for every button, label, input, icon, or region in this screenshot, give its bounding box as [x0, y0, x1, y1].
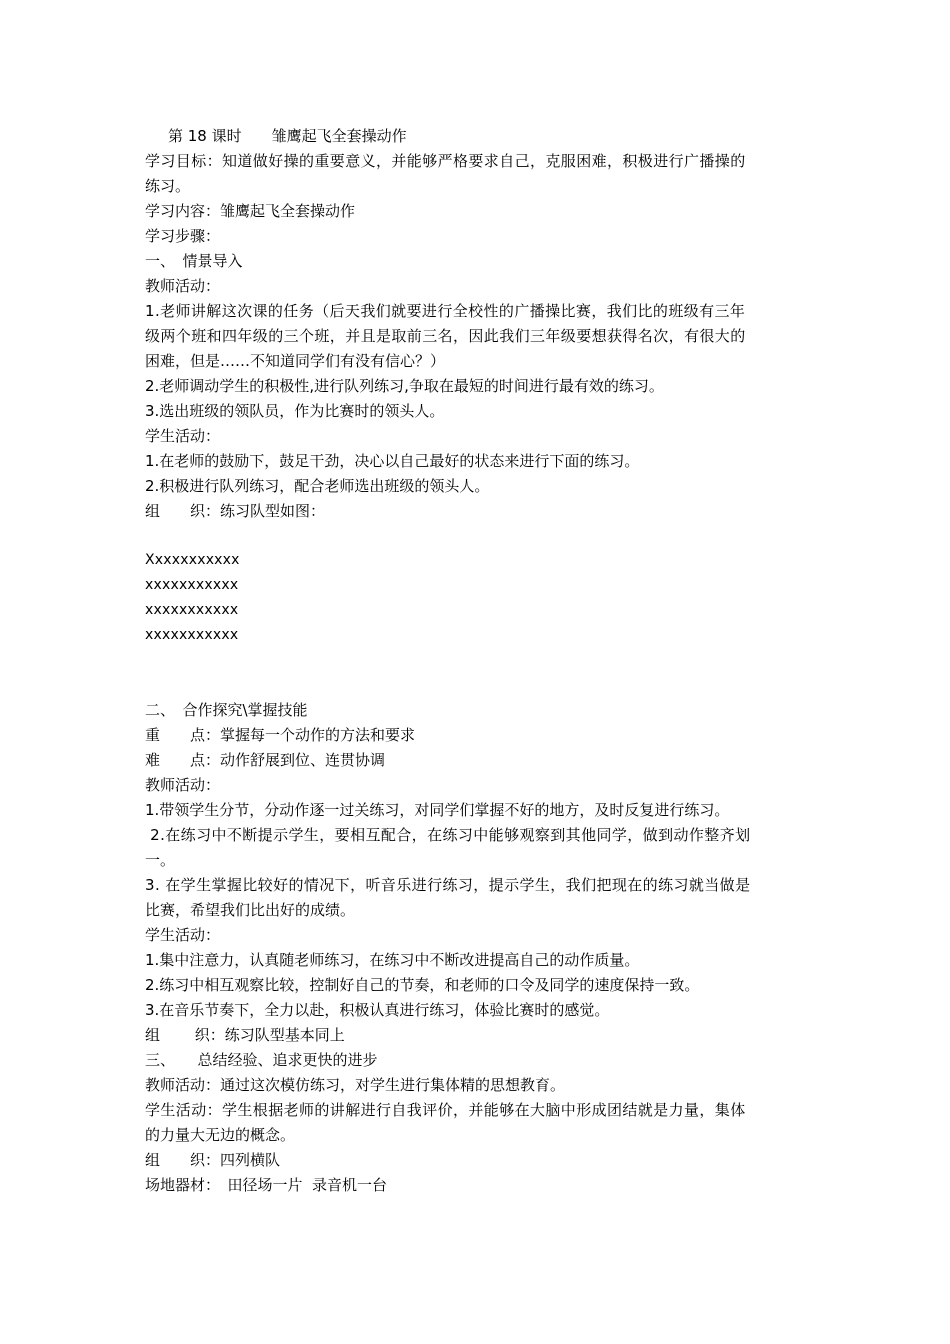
section-2-teacher-item-2-line-2: 一。 [145, 851, 176, 869]
formation-row: xxxxxxxxxxx [145, 577, 239, 593]
section-1-teacher-label: 教师活动： [145, 277, 221, 295]
lesson-title: 第 18 课时 雏鹰起飞全套操动作 [168, 127, 407, 145]
section-2-teacher-item-3-line-1: 3. 在学生掌握比较好的情况下，听音乐进行练习，提示学生，我们把现在的练习就当做是 [145, 876, 751, 894]
section-1-organization: 组 织：练习队型如图： [145, 502, 326, 520]
equipment: 场地器材： 田径场一片 录音机一台 [145, 1176, 388, 1194]
section-1-student-item-1: 1.在老师的鼓励下，鼓足干劲，决心以自己最好的状态来进行下面的练习。 [145, 452, 640, 470]
section-2-heading: 二、 合作探究\掌握技能 [145, 701, 308, 719]
section-2-student-item-2: 2.练习中相互观察比较，控制好自己的节奏，和老师的口令及同学的速度保持一致。 [145, 976, 700, 994]
section-2-organization: 组 织：练习队型基本同上 [145, 1026, 345, 1044]
learning-steps-label: 学习步骤： [145, 227, 221, 245]
section-2-student-label: 学生活动： [145, 926, 221, 944]
section-3-heading: 三、 总结经验、追求更快的进步 [145, 1051, 378, 1069]
learning-goal-line-2: 练习。 [145, 177, 191, 195]
section-2-teacher-label: 教师活动： [145, 776, 221, 794]
formation-row: xxxxxxxxxxx [145, 627, 239, 643]
section-2-student-item-3: 3.在音乐节奏下，全力以赴，积极认真进行练习，体验比赛时的感觉。 [145, 1001, 610, 1019]
section-1-student-item-2: 2.积极进行队列练习，配合老师选出班级的领头人。 [145, 477, 490, 495]
section-3-student-activity-line-2: 的力量大无边的概念。 [145, 1126, 296, 1144]
section-2-key-point: 重 点：掌握每一个动作的方法和要求 [145, 726, 416, 744]
section-1-teacher-item-1-line-1: 1.老师讲解这次课的任务（后天我们就要进行全校性的广播操比赛，我们比的班级有三年 [145, 302, 746, 320]
section-3-teacher-activity: 教师活动：通过这次模仿练习，对学生进行集体精的思想教育。 [145, 1076, 566, 1094]
section-1-teacher-item-1-line-2: 级两个班和四年级的三个班，并且是取前三名，因此我们三年级要想获得名次，有很大的 [145, 327, 746, 345]
section-3-organization: 组 织：四列横队 [145, 1151, 281, 1169]
section-1-student-label: 学生活动： [145, 427, 221, 445]
section-2-teacher-item-3-line-2: 比赛，希望我们比出好的成绩。 [145, 901, 356, 919]
learning-goal-line-1: 学习目标：知道做好操的重要意义，并能够严格要求自己，克服困难，积极进行广播操的 [145, 152, 746, 170]
section-2-student-item-1: 1.集中注意力，认真随老师练习，在练习中不断改进提高自己的动作质量。 [145, 951, 640, 969]
section-1-teacher-item-3: 3.选出班级的领队员，作为比赛时的领头人。 [145, 402, 445, 420]
formation-row: Xxxxxxxxxxx [145, 552, 240, 568]
formation-row: xxxxxxxxxxx [145, 602, 239, 618]
section-2-difficult-point: 难 点：动作舒展到位、连贯协调 [145, 751, 386, 769]
learning-content: 学习内容：雏鹰起飞全套操动作 [145, 202, 356, 220]
section-1-teacher-item-2: 2.老师调动学生的积极性,进行队列练习,争取在最短的时间进行最有效的练习。 [145, 377, 664, 395]
section-3-student-activity-line-1: 学生活动：学生根据老师的讲解进行自我评价，并能够在大脑中形成团结就是力量，集体 [145, 1101, 746, 1119]
section-1-heading: 一、 情景导入 [145, 252, 243, 270]
section-2-teacher-item-2-line-1: 2.在练习中不断提示学生，要相互配合，在练习中能够观察到其他同学，做到动作整齐划 [145, 826, 751, 844]
section-2-teacher-item-1: 1.带领学生分节，分动作逐一过关练习，对同学们掌握不好的地方，及时反复进行练习。 [145, 801, 730, 819]
section-1-teacher-item-1-line-3: 困难，但是……不知道同学们有没有信心？） [145, 352, 446, 370]
